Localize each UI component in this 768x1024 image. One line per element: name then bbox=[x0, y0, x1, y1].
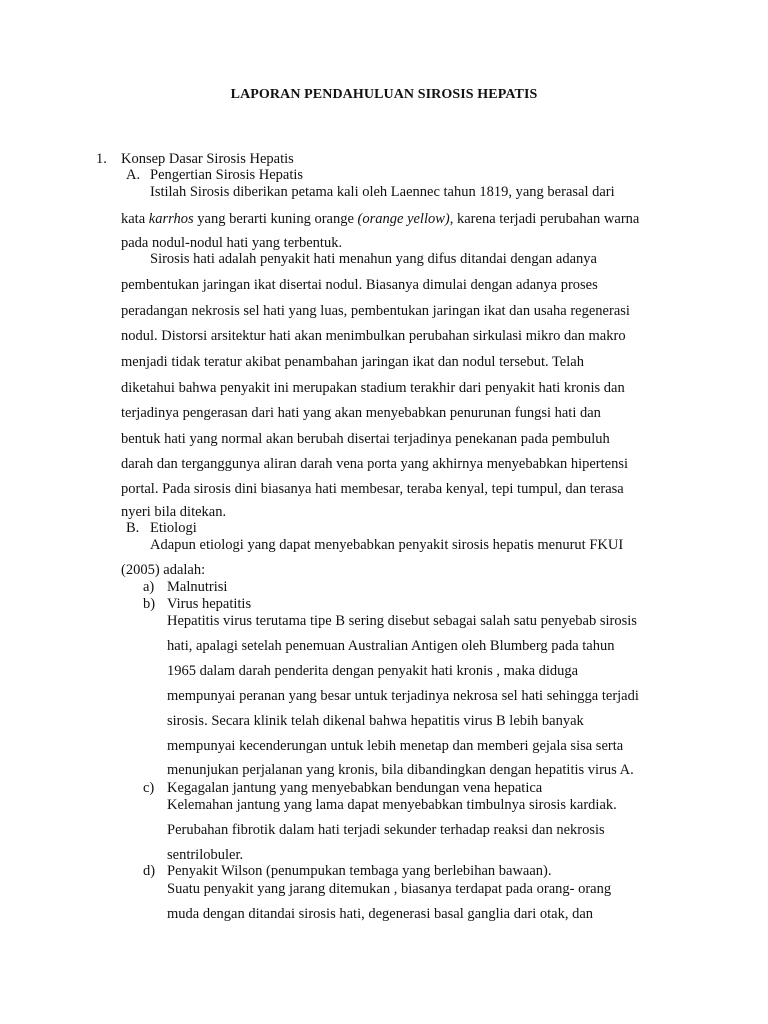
list-item-heading: Virus hepatitis bbox=[167, 596, 252, 612]
list-marker: a) bbox=[143, 579, 155, 595]
paragraph-line: menunjukan perjalanan yang kronis, bila dibandingkan dengan hepatitis virus A. bbox=[167, 762, 634, 778]
paragraph-line: Suatu penyakit yang jarang ditemukan , biasanya terdapat pada orang- orang bbox=[167, 881, 612, 897]
subsection-heading: Etiologi bbox=[150, 520, 197, 536]
paragraph-line: 1965 dalam darah penderita dengan penyakit hati kronis , maka diduga bbox=[167, 663, 579, 679]
list-marker: d) bbox=[143, 863, 156, 879]
paragraph-line: portal. Pada sirosis dini biasanya hati membesar, teraba kenyal, tepi tumpul, dan terasa bbox=[121, 481, 624, 497]
paragraph-line: sirosis. Secara klinik telah dikenal bahwa hepatitis virus B lebih banyak bbox=[167, 713, 584, 729]
paragraph-line: kata karrhos yang berarti kuning orange (orange yellow), karena terjadi perubahan warna bbox=[121, 211, 640, 227]
paragraph-line: terjadinya pengerasan dari hati yang akan menyebabkan penurunan fungsi hati dan bbox=[121, 405, 601, 421]
subsection-heading: Pengertian Sirosis Hepatis bbox=[150, 167, 304, 183]
paragraph-line: Istilah Sirosis diberikan petama kali oleh Laennec tahun 1819, yang berasal dari bbox=[150, 184, 615, 200]
paragraph-line: diketahui bahwa penyakit ini merupakan stadium terakhir dari penyakit hati kronis dan bbox=[121, 380, 625, 396]
list-marker: c) bbox=[143, 780, 155, 796]
document-title: LAPORAN PENDAHULUAN SIROSIS HEPATIS bbox=[230, 87, 538, 102]
paragraph-line: Hepatitis virus terutama tipe B sering disebut sebagai salah satu penyebab sirosis bbox=[167, 613, 637, 629]
paragraph-line: (2005) adalah: bbox=[121, 562, 206, 578]
paragraph-line: peradangan nekrosis sel hati yang luas, pembentukan jaringan ikat dan usaha regenerasi bbox=[121, 303, 630, 319]
paragraph-line: Kelemahan jantung yang lama dapat menyebabkan timbulnya sirosis kardiak. bbox=[167, 797, 617, 813]
paragraph-line: pada nodul-nodul hati yang terbentuk. bbox=[121, 235, 343, 251]
subsection-letter: A. bbox=[126, 167, 141, 183]
paragraph-line: Perubahan fibrotik dalam hati terjadi sekunder terhadap reaksi dan nekrosis bbox=[167, 822, 605, 838]
paragraph-line: mempunyai peranan yang besar untuk terjadinya nekrosa sel hati sehingga terjadi bbox=[167, 688, 639, 704]
paragraph-line: nodul. Distorsi arsitektur hati akan menimbulkan perubahan sirkulasi mikro dan makro bbox=[121, 328, 626, 344]
paragraph-line: pembentukan jaringan ikat disertai nodul. Biasanya dimulai dengan adanya proses bbox=[121, 277, 598, 293]
paragraph-line: nyeri bila ditekan. bbox=[121, 504, 227, 520]
paragraph-line: menjadi tidak teratur akibat penambahan jaringan ikat dan nodul tersebut. Telah bbox=[121, 354, 584, 370]
paragraph-line: hati, apalagi setelah penemuan Australian Antigen oleh Blumberg pada tahun bbox=[167, 638, 615, 654]
list-item-heading: Malnutrisi bbox=[167, 579, 228, 595]
paragraph-line: darah dan terganggunya aliran darah vena porta yang akhirnya menyebabkan hipertensi bbox=[121, 456, 629, 472]
section-number: 1. bbox=[96, 151, 107, 167]
paragraph-line: muda dengan ditandai sirosis hati, degenerasi basal ganglia dari otak, dan bbox=[167, 906, 594, 922]
paragraph-line: bentuk hati yang normal akan berubah disertai terjadinya penekanan pada pembuluh bbox=[121, 431, 610, 447]
italic-term: (orange yellow) bbox=[357, 211, 450, 227]
paragraph-line: mempunyai kecenderungan untuk lebih menetap dan memberi gejala sisa serta bbox=[167, 738, 624, 754]
paragraph-line: Adapun etiologi yang dapat menyebabkan penyakit sirosis hepatis menurut FKUI bbox=[150, 537, 624, 553]
list-item-heading: Kegagalan jantung yang menyebabkan bendungan vena hepatica bbox=[167, 780, 543, 796]
italic-term: karrhos bbox=[148, 211, 194, 227]
paragraph-line: sentrilobuler. bbox=[167, 847, 244, 863]
section-heading: Konsep Dasar Sirosis Hepatis bbox=[121, 151, 294, 167]
subsection-letter: B. bbox=[126, 520, 140, 536]
list-marker: b) bbox=[143, 596, 156, 612]
paragraph-line: Sirosis hati adalah penyakit hati menahun yang difus ditandai dengan adanya bbox=[150, 251, 597, 267]
list-item-heading: Penyakit Wilson (penumpukan tembaga yang berlebihan bawaan). bbox=[167, 863, 552, 879]
